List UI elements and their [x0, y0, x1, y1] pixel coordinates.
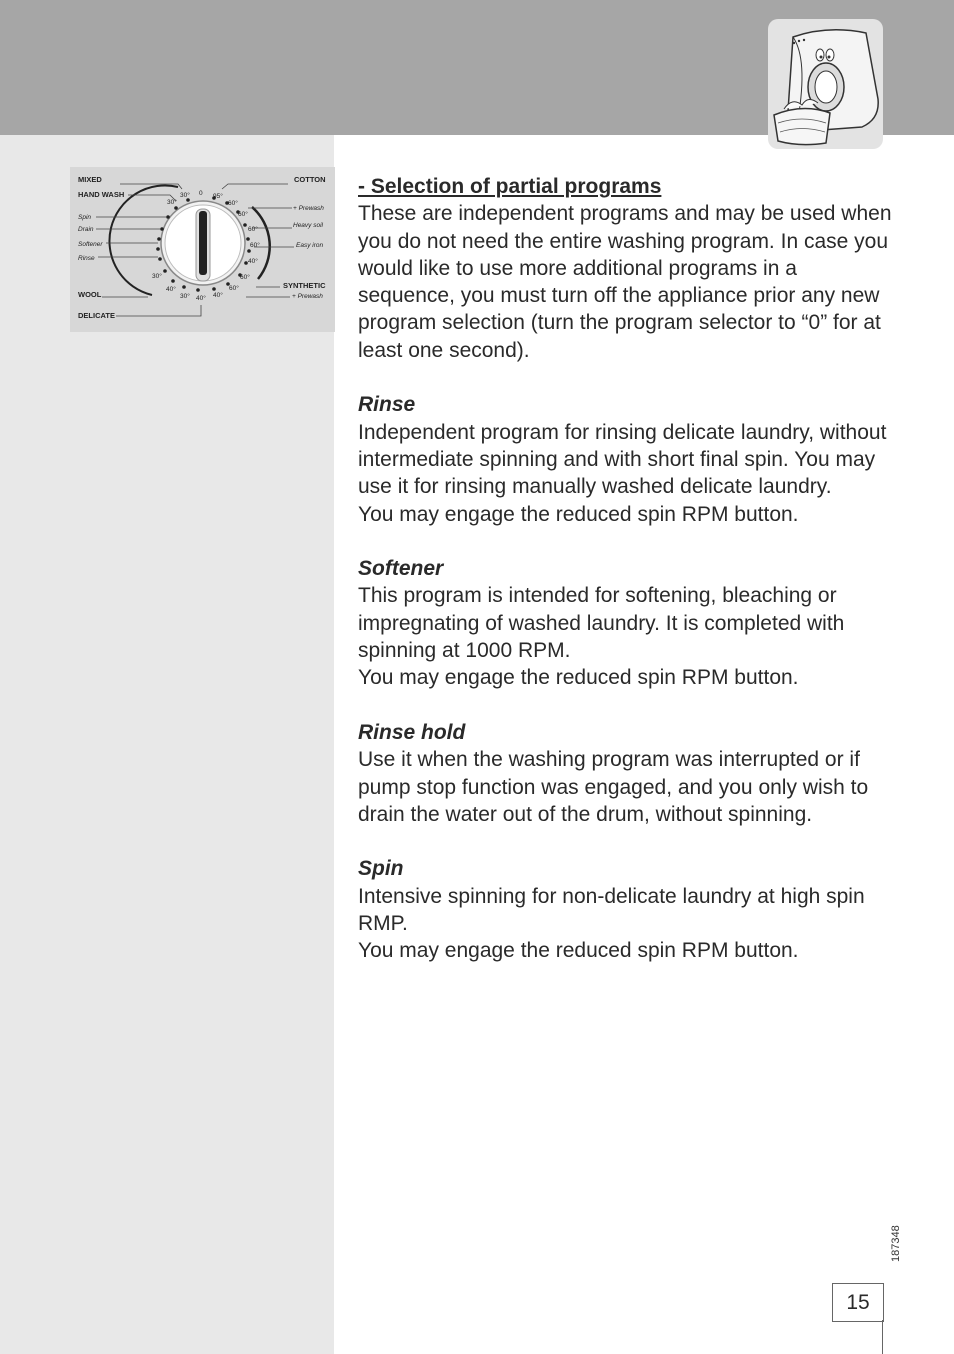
dial-temp: 40°: [248, 258, 258, 265]
section-rinse: [358, 391, 898, 527]
dial-temp: 60°: [238, 211, 248, 218]
dial-label-wool: WOOL: [78, 290, 102, 299]
dial-temp: 60°: [240, 274, 250, 281]
dial-label-delicate: DELICATE: [78, 311, 115, 320]
section-text: You may engage the reduced spin RPM button.: [358, 939, 799, 963]
section-spin: [358, 855, 898, 964]
instructions-text: [358, 173, 898, 992]
dial-temp: 60°: [228, 200, 238, 207]
washing-machine-mascot-icon: [768, 19, 883, 149]
dial-label-prewash-synthetic: + Prewash: [292, 293, 323, 300]
section-softener: [358, 555, 898, 691]
dial-temp: 60°: [248, 226, 258, 233]
section-title-rinse-hold: Rinse hold: [358, 720, 466, 744]
dial-temp: 40°: [196, 295, 206, 302]
dial-temp: 30°: [167, 199, 177, 206]
dial-temp: 60°: [250, 242, 260, 249]
section-intro: These are independent programs and may be used when you do not need the entire washing program. In case you would like to use more additional programs in a sequence, you must turn off the appliance prior any new program selection (turn the program selector to “0” for at least one second).: [358, 202, 892, 362]
section-text: You may engage the reduced spin RPM button.: [358, 502, 799, 526]
section-title-softener: Softener: [358, 557, 444, 581]
section-text: Intensive spinning for non-delicate laundry at high spin RMP.: [358, 884, 865, 936]
dial-label-softener: Softener: [78, 241, 103, 248]
section-title-spin: Spin: [358, 857, 404, 881]
dial-label-heavy-soil: Heavy soil: [293, 222, 323, 229]
dial-temp: 30°: [180, 293, 190, 300]
dial-label-mixed: MIXED: [78, 175, 102, 184]
section-partial-programs: [358, 173, 898, 364]
page-number: 15: [832, 1283, 884, 1322]
dial-label-drain: Drain: [78, 226, 94, 233]
document-code: 187348: [890, 1225, 902, 1262]
section-text: Use it when the washing program was interrupted or if pump stop function was engaged, and you only wish to drain the water out of the drum, without spinning.: [358, 748, 869, 826]
section-text: You may engage the reduced spin RPM button.: [358, 666, 799, 690]
dial-label-rinse: Rinse: [78, 255, 95, 262]
dial-label-spin: Spin: [78, 214, 92, 221]
section-text: This program is intended for softening, bleaching or impregnating of washed laundry. It is completed with spinning at 1000 RPM.: [358, 584, 845, 663]
dial-label-prewash-cotton: + Prewash: [293, 205, 324, 212]
dial-temp: 40°: [166, 286, 176, 293]
section-rinse-hold: [358, 719, 898, 828]
dial-temp: 40°: [213, 292, 223, 299]
dial-label-hand-wash: HAND WASH: [78, 190, 125, 199]
dial-temp: 30°: [180, 192, 190, 199]
dial-temp: 30°: [152, 273, 162, 280]
dial-label-cotton: COTTON: [294, 175, 326, 184]
page-number-rule: [882, 1320, 883, 1354]
dial-label-synthetic: SYNTHETIC: [283, 281, 326, 290]
dial-temp: 0: [199, 190, 203, 197]
dial-label-easy-iron: Easy iron: [296, 242, 324, 249]
program-selector-dial: [70, 167, 335, 332]
section-heading: - Selection of partial programs: [358, 175, 662, 198]
dial-temp: 95°: [213, 193, 223, 200]
section-text: Independent program for rinsing delicate laundry, without intermediate spinning and with short final spin. You may use it for rinsing manually washed delicate laundry.: [358, 420, 887, 499]
section-title-rinse: Rinse: [358, 393, 416, 417]
dial-temp: 60°: [229, 285, 239, 292]
